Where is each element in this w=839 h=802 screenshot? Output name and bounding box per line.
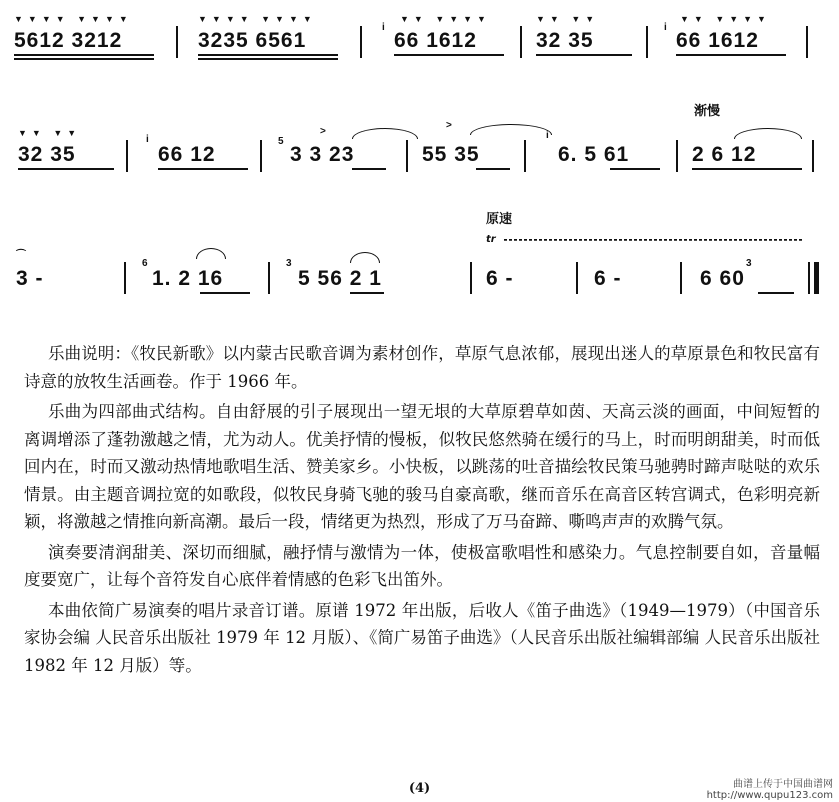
barline <box>406 140 408 172</box>
measure: 2 6 12 <box>692 143 757 166</box>
measure: 66 1612 <box>394 29 477 52</box>
slur <box>734 128 802 139</box>
measure: 32 35 <box>18 143 76 166</box>
measure: 6. 5 61 <box>558 143 630 166</box>
measure: 6 - <box>594 267 622 290</box>
barline <box>176 26 178 58</box>
description-text <box>24 340 820 679</box>
accent-mark: > <box>320 126 326 137</box>
measure: 5 56 2 1 <box>298 267 382 290</box>
measure: 3235 6561 <box>198 29 307 52</box>
barline <box>576 262 578 294</box>
paragraph-intro: 乐曲说明：《牧民新歌》以内蒙古民歌音调为素材创作，草原气息浓郁，展现出迷人的草原景色和牧民富有诗意的放牧生活画卷。作于 1966 年。 <box>24 344 820 391</box>
barline <box>676 140 678 172</box>
watermark-line-2: http://www.qupu123.com <box>706 790 833 801</box>
grace-note: 5 <box>278 136 284 147</box>
measure: 6 - <box>486 267 514 290</box>
grace-note: 3 <box>746 258 752 269</box>
staccato-marks: ▼▼ ▼▼ <box>536 14 600 24</box>
staccato-marks: ▼▼ ▼▼▼▼ <box>400 14 491 24</box>
slur <box>196 248 226 259</box>
paragraph-source: 本曲依简广易演奏的唱片录音订谱。原谱 1972 年出版，后收人《笛子曲选》（1949—1979）（中国音乐家协会编 人民音乐出版社 1979 年 12 月版）、《简广易笛子曲选》（人民音乐出版社编辑部编 人民音乐出版社 1982 年 12 月版）等。 <box>24 600 820 675</box>
beam <box>536 54 632 56</box>
beam <box>198 54 338 56</box>
paragraph-structure: 乐曲为四部曲式结构。自由舒展的引子展现出一望无垠的大草原碧草如茵、天高云淡的画面，中间短暂的离调增添了蓬勃激越之情，尤为动人。优美抒情的慢板，似牧民悠然骑在缓行的马上，时而明朗甜美，时而低回内在，时而又激动热情地歌唱生活、赞美家乡。小快板，以跳荡的吐音描绘牧民策马驰骋时蹄声哒哒的欢乐情景。由主题音调拉宽的如歌段，似牧民身骑飞驰的骏马自豪高歌，继而音乐在高音区转宫调式，色彩明亮新颖，将激越之情推向新高潮。最后一段，情绪更为热烈，形成了万马奋蹄、嘶鸣声声的欢腾气氛。 <box>24 402 820 531</box>
barline <box>524 140 526 172</box>
measure: 66 12 <box>158 143 216 166</box>
tempo-mark-a-tempo: 原速 <box>486 212 513 227</box>
beam <box>758 292 794 294</box>
barline <box>470 262 472 294</box>
grace-note: i <box>146 134 149 145</box>
barline <box>808 262 810 294</box>
barline <box>260 140 262 172</box>
beam <box>676 54 786 56</box>
measure: 6 60 <box>700 267 745 290</box>
barline <box>806 26 808 58</box>
measure: 5612 3212 <box>14 29 123 52</box>
tempo-mark-ritardando: 渐慢 <box>694 104 721 119</box>
grace-note: i <box>382 22 385 33</box>
trill-line <box>504 236 802 242</box>
trill-mark: tr <box>486 234 496 245</box>
beam <box>18 168 114 170</box>
beam <box>198 58 338 60</box>
beam <box>14 54 154 56</box>
beam <box>158 168 248 170</box>
barline <box>268 262 270 294</box>
staccato-marks: ▼▼▼▼ ▼▼▼▼ <box>14 14 133 24</box>
barline <box>126 140 128 172</box>
barline <box>360 26 362 58</box>
final-barline <box>814 262 819 294</box>
measure: 3 3 23 <box>290 143 355 166</box>
measure: 66 1612 <box>676 29 759 52</box>
beam <box>394 54 504 56</box>
barline <box>812 140 814 172</box>
beam <box>476 168 510 170</box>
barline <box>124 262 126 294</box>
grace-note: i <box>546 130 549 141</box>
beam <box>350 292 384 294</box>
page-number: (4) <box>408 781 431 796</box>
beam <box>200 292 250 294</box>
grace-note: 3 <box>286 258 292 269</box>
accent-mark: > <box>446 120 452 131</box>
watermark <box>707 779 833 801</box>
barline <box>680 262 682 294</box>
staccato-marks: ▼▼▼▼ ▼▼▼▼ <box>198 14 317 24</box>
fermata-icon: ⌒ <box>16 250 26 261</box>
measure: 3 - <box>16 267 44 290</box>
measure: 55 35 <box>422 143 480 166</box>
slur <box>352 128 418 139</box>
grace-note: 6 <box>142 258 148 269</box>
slur <box>470 124 552 135</box>
measure: 32 35 <box>536 29 594 52</box>
grace-note: i <box>664 22 667 33</box>
measure: 1. 2 16 <box>152 267 224 290</box>
staccato-marks: ▼▼ ▼▼▼▼ <box>680 14 771 24</box>
barline <box>646 26 648 58</box>
barline <box>520 26 522 58</box>
beam <box>610 168 660 170</box>
slur <box>350 252 380 263</box>
beam <box>14 58 154 60</box>
paragraph-performance: 演奏要清润甜美、深切而细腻，融抒情与激情为一体，使极富歌唱性和感染力。气息控制要自如，音量幅度要宽广，让每个音符发自心底伴着情感的色彩飞出笛外。 <box>24 542 820 589</box>
beam <box>352 168 386 170</box>
watermark-line-1: 曲谱上传于中国曲谱网 <box>733 779 833 790</box>
staccato-marks: ▼▼ ▼▼ <box>18 128 82 138</box>
beam <box>692 168 802 170</box>
